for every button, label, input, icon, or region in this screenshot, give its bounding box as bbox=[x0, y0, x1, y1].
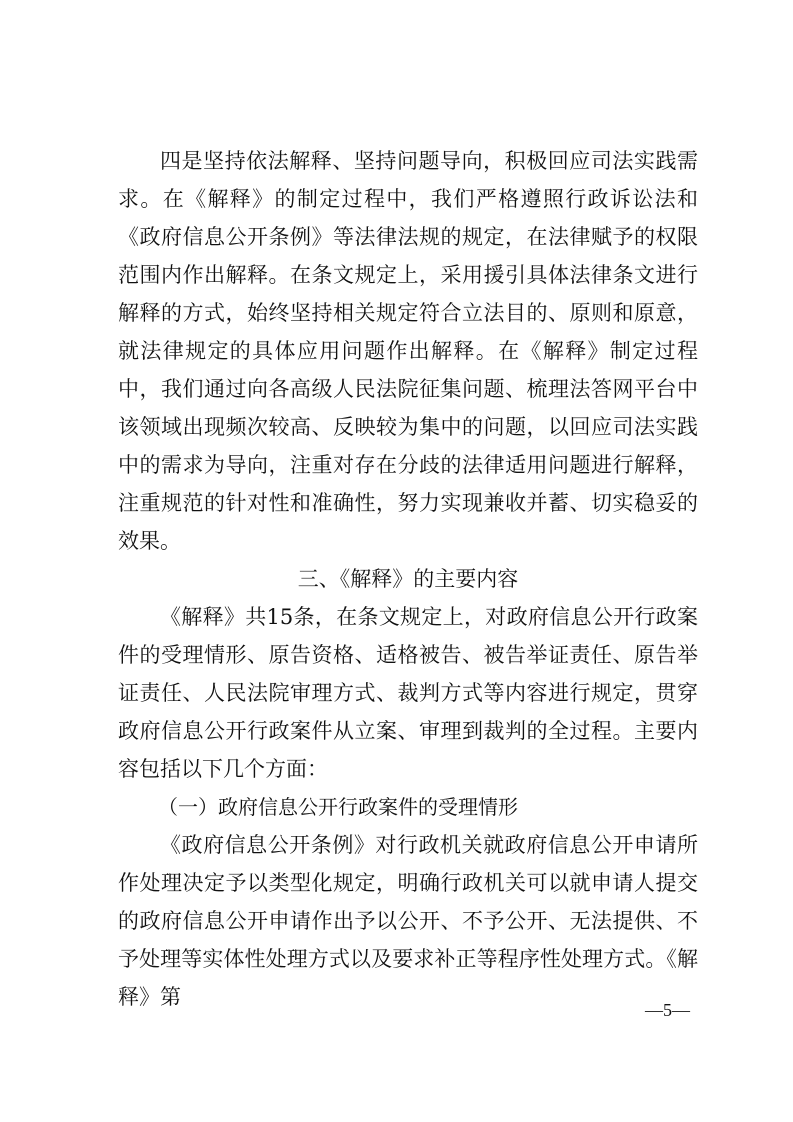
section-heading: 三、《解释》的主要内容 bbox=[297, 567, 519, 591]
subsection-heading: （一）政府信息公开行政案件的受理情形 bbox=[158, 795, 518, 819]
paragraph-principle-four: 四是坚持依法解释、坚持问题导向，积极回应司法实践需求。在《解释》的制定过程中，我们严格遵照行政诉讼法和《政府信息公开条例》等法律法规的规定，在法律赋予的权限范围内作出解释。在条文规定上，采用援引具体法律条文进行解释的方式，始终坚持相关规定符合立法目的、原则和原意，就法律规定的具体应用问题作出解释。在《解释》制定过程中，我们通过向各高级人民法院征集问题、梳理法答网平台中该领域出现频次较高、反映较为集中的问题，以回应司法实践中的需求为导向，注重对存在分歧的法律适用问题进行解释，注重规范的针对性和准确性，努力实现兼收并蓄、切实稳妥的效果。 bbox=[118, 149, 698, 553]
paragraph-overview: 《解释》共15条，在条文规定上，对政府信息公开行政案件的受理情形、原告资格、适格被告、被告举证责任、原告举证责任、人民法院审理方式、裁判方式等内容进行规定，贯穿政府信息公开行政案件从立案、审理到裁判的全过程。主要内容包括以下几个方面： bbox=[118, 605, 698, 781]
paragraph-acceptance: 《政府信息公开条例》对行政机关就政府信息公开申请所作处理决定予以类型化规定，明确行政机关可以就申请人提交的政府信息公开申请作出予以公开、不予公开、无法提供、不予处理等实体性处理方式以及要求补正等程序性处理方式。《解释》第 bbox=[118, 833, 698, 1009]
page-number: —5— bbox=[645, 1000, 690, 1020]
document-body bbox=[118, 142, 698, 1016]
